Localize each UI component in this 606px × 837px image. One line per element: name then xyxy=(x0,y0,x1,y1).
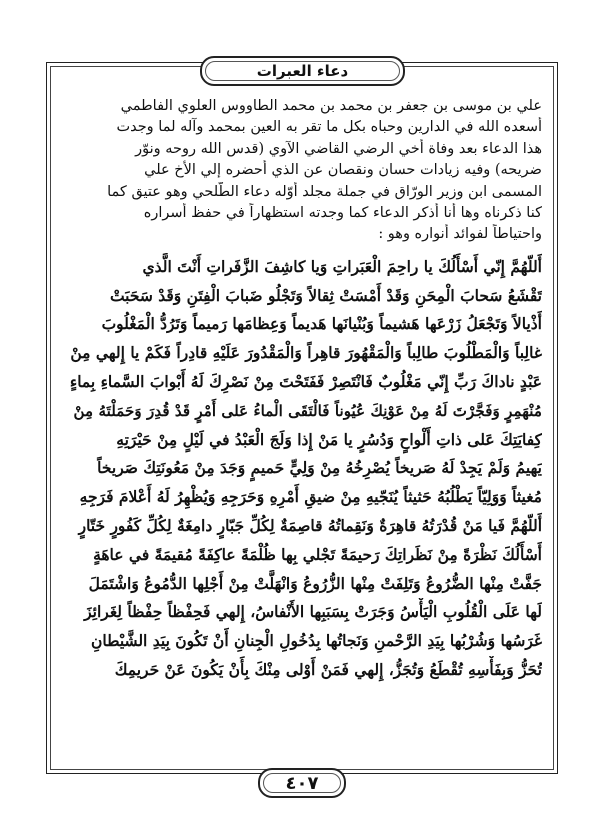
prayer-line: غالِباً وَالْمَطْلُوبَ طالِباً وَالْمَقْهُورَ قاهِراً وَالْمَقْدُورَ عَلَيْهِ قادِراً فَكَمْ يا إِلهي مِنْ xyxy=(70,343,542,363)
intro-line: كنا ذكرناه وها أنا أذكر الدعاء كما وجدته استظهاراً في حفظ أسراره xyxy=(143,204,542,221)
intro-line: أسعده الله في الدارين وحباه بكل ما تقر به العين بمحمد وآله لما وجدت xyxy=(116,119,542,136)
prayer-line: كِفايَتِكَ عَلى ذاتِ أَلْواحٍ وَدُسُرٍ يا مَنْ إِذا وَلَجَ الْعَبْدُ في لَيْلٍ مِنْ حَيْرَتِهِ xyxy=(116,429,542,449)
prayer-line: يَهيمُ وَلَمْ يَجِدْ لَهُ صَريخاً يُصْرِخُهُ مِنْ وَلِيٍّ حَميمٍ وَجَدَ مِنْ مَعُونَتِكَ صَريخاً xyxy=(97,458,542,478)
intro-line: هذا الدعاء بعد وفاة أخي الرضي القاضي الآوي (قدس الله روحه ونوّر xyxy=(135,140,542,157)
prayer-line: مُنْهَمِرٍ وَفَجَّرْتَ لَهُ مِنْ عَوْنِكَ عُيُوناً فَالْتَقَى الْماءُ عَلى أَمْرٍ قَدْ قُدِرَ وَحَمَلْتَهُ مِنْ xyxy=(73,401,542,420)
intro-line: واحتياطاً لفوائد أنواره وهو : xyxy=(378,226,542,243)
page-number-cartouche xyxy=(258,768,346,798)
prayer-line: عَبْدٍ ناداكَ رَبِّ إِنّي مَغْلُوبٌ فَانْتَصِرْ فَفَتَحْتَ مِنْ نَصْرِكَ لَهُ أَبْوابَ السَّماءِ بِماءٍ xyxy=(69,371,542,391)
prayer-text xyxy=(66,253,542,685)
prayer-line: أَللّهُمَّ فَيا مَنْ قُدْرَتُهُ قاهِرَةٌ وَنَقِماتُهُ قاصِمَةٌ لِكُلِّ جَبّارٍ دامِغَةٌ لِكُلِّ كَفُورٍ خَتّارٍ xyxy=(78,515,542,535)
intro-paragraph xyxy=(66,96,542,246)
prayer-line: أَللّهُمَّ إِنّي أَسْأَلُكَ يا راحِمَ الْعَبَراتِ وَيا كاشِفَ الزَّفَراتِ أَنْتَ الَّذي xyxy=(142,256,542,276)
prayer-line: جَفَّتْ مِنْها الضُّرُوعُ وَتَلِفَتْ مِنْها الزُّرُوعُ وَانْهَلَّتْ مِنْ أَجْلِها الدُّمُوعُ وَاشْتَمَلَ xyxy=(88,573,542,593)
page-number: ٤٠٧ xyxy=(285,772,319,794)
intro-line: ضريحه) وفيه زيادات حسان ونقصان عن الذي أحضره إلي الأخ علي xyxy=(144,162,542,179)
prayer-line: تُحَزُّ وَبِفَأْسِهِ تُقْطَعُ وَتُجَزُّ، إِلهي فَمَنْ أَوْلى مِنْكَ بِأَنْ يَكُونَ عَنْ حَريمِكَ xyxy=(114,659,542,679)
title-cartouche xyxy=(200,56,405,86)
intro-line: المسمى ابن وزير الورّاق في جملة مجلد أوّله دعاء الطّلحي وهو عتيق كما xyxy=(107,183,542,200)
prayer-line: تَقْشَعُ سَحابَ الْمِحَنِ وَقَدْ أَمْسَتْ ثِقالاً وَتَجْلُو ضَبابَ الْفِتَنِ وَقَدْ سَحَبَتْ xyxy=(109,285,542,305)
prayer-line: أَذْيالاً وَتَجْعَلُ زَرْعَها هَشيماً وَبُنْيانَها هَديماً وَعِظامَها رَميماً وَتَرُدُّ الْمَغْلُوبَ xyxy=(101,314,542,334)
intro-line: علي بن موسى بن جعفر بن محمد بن محمد الطاووس العلوي الفاطمي xyxy=(120,98,542,114)
text-body xyxy=(66,96,542,685)
prayer-line: أَسْأَلُكَ نَظْرَةً مِنْ نَظَراتِكَ رَحيمَةً تَجْلي بِها ظُلْمَةً عاكِفَةً مُقيمَةً في عاهَةٍ xyxy=(93,544,542,564)
prayer-line: غَرَسُها وَشُرْبُها بِيَدِ الرَّحْمنِ وَنَجاتُها بِدُخُولِ الْجِنانِ أَنْ تَكُونَ بِيَدِ الشَّيْطانِ xyxy=(91,631,542,651)
page-title: دعاء العبرات xyxy=(256,62,349,80)
prayer-line: لَها عَلَى الْقُلُوبِ الْيَأْسُ وَجَرَتْ بِسَبَبِها الأَنْفاسُ، إِلهي فَحِفْظاً حِفْظاً لِغَرائِزَ xyxy=(84,602,542,622)
prayer-line: مُغيثاً وَوَلِيّاً يَطْلُبُهُ حَثيثاً يُنَجّيهِ مِنْ ضيقِ أَمْرِهِ وَحَرَجِهِ وَيُظْهِرُ لَهُ أَعْلامَ فَرَجِهِ xyxy=(79,487,542,507)
